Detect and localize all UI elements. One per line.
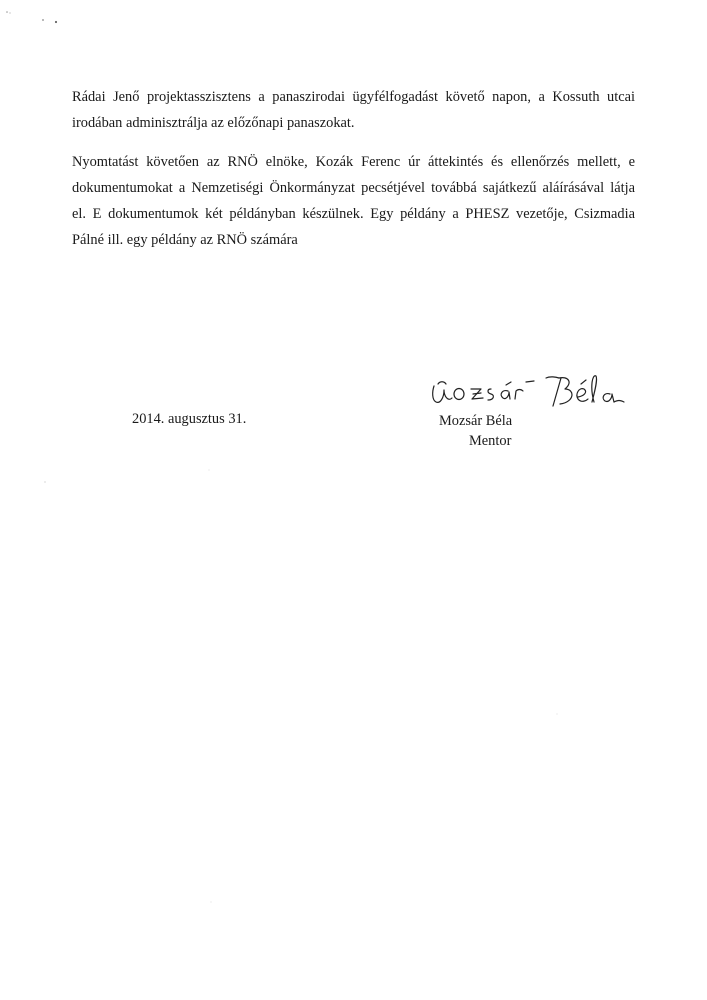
- handwritten-signature: [426, 372, 646, 414]
- signature-block: [420, 372, 660, 462]
- signer-name: Mozsár Béla: [439, 413, 513, 429]
- paragraph-2: [72, 149, 635, 253]
- paragraph-2-line-4: Pálné ill. egy példány az RNÖ számára: [72, 232, 298, 248]
- signer-title: Mentor: [469, 433, 512, 449]
- paragraph-2-line-3: el. E dokumentumok két példányban készülnek. Egy példány a PHESZ vezetője, Csizmadia: [72, 206, 635, 222]
- paragraph-1: [72, 84, 635, 136]
- paragraph-2-line-2: dokumentumokat a Nemzetiségi Önkormányzat pecsétjével továbbá sajátkezű aláírásával látja: [72, 180, 635, 196]
- paragraph-1-line-2: irodában adminisztrálja az előzőnapi panaszokat.: [72, 115, 355, 131]
- document-date: 2014. augusztus 31.: [132, 411, 247, 427]
- paragraph-1-line-1: Rádai Jenő projektasszisztens a panaszirodai ügyfélfogadást követő napon, a Kossuth utcai: [72, 89, 635, 105]
- paragraph-2-line-1: Nyomtatást követően az RNÖ elnöke, Kozák Ferenc úr áttekintés és ellenőrzés mellett, e: [72, 154, 635, 170]
